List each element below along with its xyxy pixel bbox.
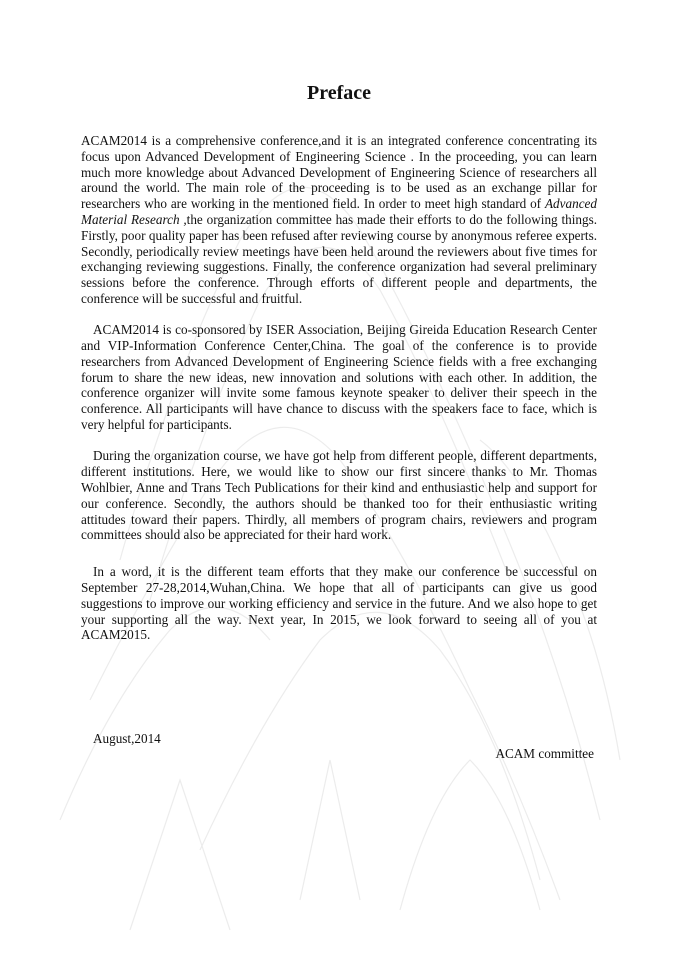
paragraph-3: During the organization course, we have got help from different people, different departments, different institutions. Here, we would like to show our first sincere thanks to Mr. Thomas Wohlbier, Anne and Trans Tech Publications for their kind and enthusiastic help and support for our conference. Secondly, the authors should be thanked too for their enthusiastic writing attitudes toward their papers. Thirdly, all members of program chairs, reviewers and program committees should also be appreciated for their hard work. (81, 448, 597, 543)
signature-line: ACAM committee (495, 746, 594, 761)
paragraph-2: ACAM2014 is co-sponsored by ISER Association, Beijing Gireida Education Research Center and VIP-Information Conference Center,China. The goal of the conference is to provide researchers from Advanced Development of Engineering Science fields with a free exchanging forum to share the new ideas, new innovation and solutions with each other. In addition, the conference organizer will invite some famous keynote speaker to deliver their speech in the conference. All participants will have chance to discuss with the speakers face to face, which is very helpful for participants. (81, 322, 597, 433)
paragraph-1 (81, 133, 597, 307)
date-line: August,2014 (93, 731, 161, 746)
paragraph-4: In a word, it is the different team efforts that they make our conference be successful on September 27-28,2014,Wuhan,China. We hope that all of participants can give us good suggestions to improve our working efficiency and service in the future. And we also hope to get your supporting all the way. Next year, In 2015, we look forward to seeing all of you at ACAM2015. (81, 564, 597, 643)
paragraph-1-italic-title: Advanced Material Research , (81, 196, 597, 227)
page-title: Preface (306, 82, 372, 104)
paragraph-1-text-end: the organization committee has made their efforts to do the following things. Firstly, poor quality paper has been refused after reviewing course by anonymous referee experts. Secondly, periodically review meetings have been held around the reviewers about five times for exchanging reviewing suggestions. Finally, the conference organization had several preliminary sessions before the conference. Through efforts of different people and departments, the conference will be successful and fruitful. (81, 211, 597, 306)
body-text (81, 133, 597, 659)
paragraph-1-text-start: ACAM2014 is a comprehensive conference,and it is an integrated conference concentrating its focus upon Advanced Development of Engineering Science . In the proceeding, you can learn much more knowledge about Advanced Development of Engineering Science of researchers all around the world. The main role of the proceeding is to be used as an exchange pillar for researchers who are working in the mentioned field. In order to meet high standard of (81, 133, 597, 212)
